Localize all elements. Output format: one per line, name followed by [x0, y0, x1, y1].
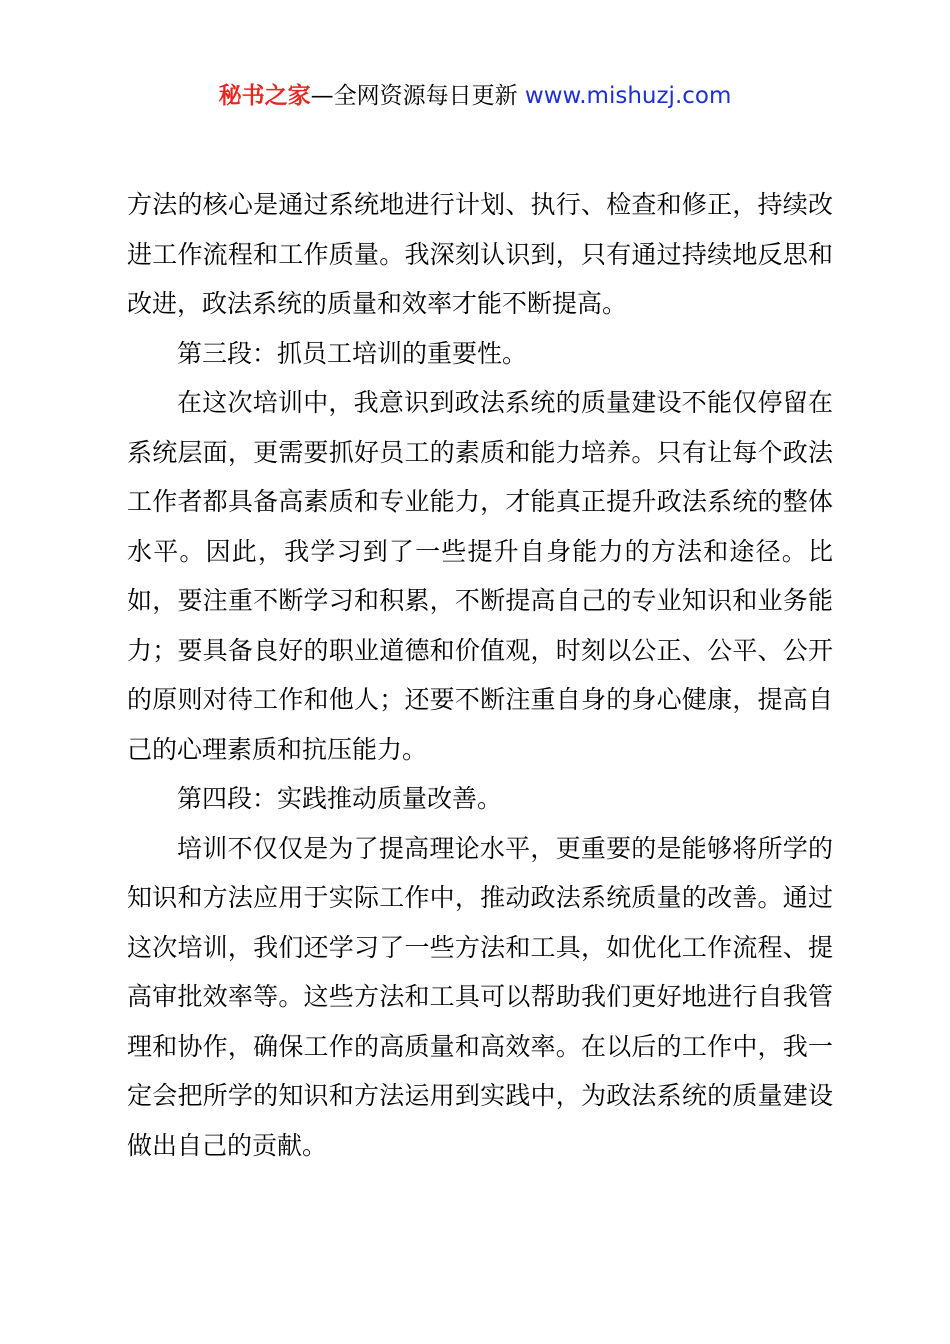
header-tagline: —全网资源每日更新	[310, 83, 518, 109]
section-heading-4: 第四段：实践推动质量改善。	[177, 784, 503, 813]
page-header	[0, 80, 950, 112]
document-body	[127, 180, 833, 1170]
brand-name: 秘书之家	[218, 83, 311, 109]
paragraph-practice-improvement: 培训不仅仅是为了提高理论水平，更重要的是能够将所学的知识和方法应用于实际工作中，推动政法系统质量的改善。通过这次培训，我们还学习了一些方法和工具，如优化工作流程、提高审批效率等。这些方法和工具可以帮助我们更好地进行自我管理和协作，确保工作的高质量和高效率。在以后的工作中，我一定会把所学的知识和方法运用到实践中，为政法系统的质量建设做出自己的贡献。	[127, 833, 833, 1160]
paragraph-method-core: 方法的核心是通过系统地进行计划、执行、检查和修正，持续改进工作流程和工作质量。我深刻认识到，只有通过持续地反思和改进，政法系统的质量和效率才能不断提高。	[127, 190, 833, 318]
site-url-link[interactable]: www.mishuzj.com	[524, 83, 732, 109]
section-heading-3: 第三段：抓员工培训的重要性。	[177, 338, 528, 368]
paragraph-staff-training: 在这次培训中，我意识到政法系统的质量建设不能仅停留在系统层面，更需要抓好员工的素质和能力培养。只有让每个政法工作者都具备高素质和专业能力，才能真正提升政法系统的整体水平。因此，我学习到了一些提升自身能力的方法和途径。比如，要注重不断学习和积累，不断提高自己的专业知识和业务能力；要具备良好的职业道德和价值观，时刻以公正、公平、公开的原则对待工作和他人；还要不断注重自身的身心健康，提高自己的心理素质和抗压能力。	[127, 388, 833, 764]
